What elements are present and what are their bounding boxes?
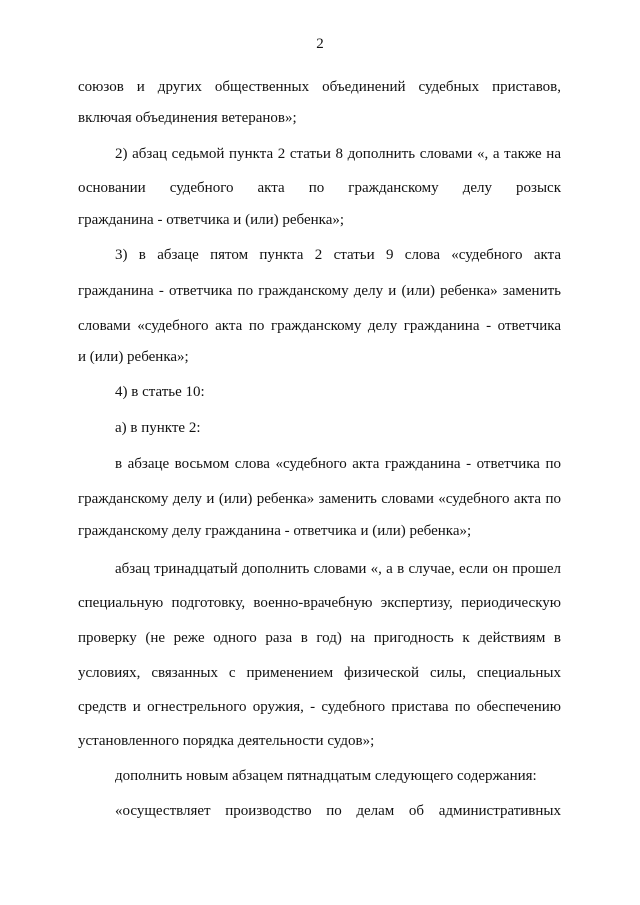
text-line: средств и огнестрельного оружия, - судебного пристава по обеспечению bbox=[78, 699, 561, 715]
text-line: 2) абзац седьмой пункта 2 статьи 8 дополнить словами «, а также на bbox=[115, 146, 561, 162]
text-line: гражданскому делу и (или) ребенка» заменить словами «судебного акта по bbox=[78, 491, 561, 507]
text-line: в абзаце восьмом слова «судебного акта гражданина - ответчика по bbox=[115, 456, 561, 472]
text-line: включая объединения ветеранов»; bbox=[78, 110, 297, 126]
text-line: а) в пункте 2: bbox=[115, 420, 201, 436]
text-line: установленного порядка деятельности судов»; bbox=[78, 733, 375, 749]
text-line: 3) в абзаце пятом пункта 2 статьи 9 слова «судебного акта bbox=[115, 247, 561, 263]
text-line: союзов и других общественных объединений судебных приставов, bbox=[78, 79, 561, 95]
text-line: гражданина - ответчика и (или) ребенка»; bbox=[78, 212, 345, 228]
text-line: и (или) ребенка»; bbox=[78, 349, 189, 365]
text-line: «осуществляет производство по делам об административных bbox=[115, 803, 561, 819]
text-line: специальную подготовку, военно-врачебную экспертизу, периодическую bbox=[78, 595, 561, 611]
text-line: дополнить новым абзацем пятнадцатым следующего содержания: bbox=[115, 768, 537, 784]
text-line: условиях, связанных с применением физической силы, специальных bbox=[78, 665, 561, 681]
text-line: гражданскому делу гражданина - ответчика и (или) ребенка»; bbox=[78, 523, 472, 539]
text-line: гражданина - ответчика по гражданскому делу и (или) ребенка» заменить bbox=[78, 283, 561, 299]
text-line: абзац тринадцатый дополнить словами «, а в случае, если он прошел bbox=[115, 561, 561, 577]
text-line: словами «судебного акта по гражданскому делу гражданина - ответчика bbox=[78, 318, 561, 334]
text-line: 4) в статье 10: bbox=[115, 384, 205, 400]
text-line: проверку (не реже одного раза в год) на пригодность к действиям в bbox=[78, 630, 561, 646]
text-line: основании судебного акта по гражданскому делу розыск bbox=[78, 180, 561, 196]
page-number: 2 bbox=[316, 36, 324, 52]
